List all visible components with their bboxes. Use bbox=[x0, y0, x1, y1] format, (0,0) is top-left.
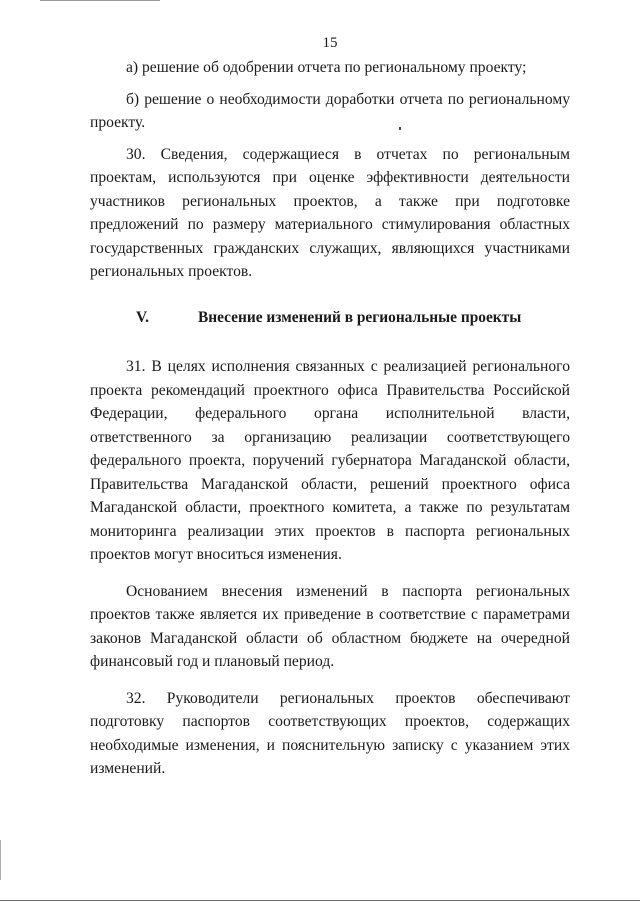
paragraph-32: 32. Руководители региональных проектов обеспечивают подготовку паспортов соответствующих проектов, содержащих необходимые изменения, и пояснительную записку с указанием этих изменений. bbox=[90, 689, 570, 777]
paragraph-item-a: а) решение об одобрении отчета по региональному проекту; bbox=[126, 59, 527, 76]
paragraph-30: 30. Сведения, содержащиеся в отчетах по региональным проектам, используются при оценке эффективности деятельности участников региональных проектов, а также при подготовке предложений по размеру материального стимулирования областных государственных гражданских служащих, являющихся участниками региональных проектов. bbox=[90, 145, 570, 280]
section-heading bbox=[90, 306, 570, 330]
paragraph-basis: Основанием внесения изменений в паспорта региональных проектов также является их приведение в соответствие с параметрами законов Магаданской области об областном бюджете на очередной финансовый год и плановый период. bbox=[90, 582, 570, 670]
scan-edge-left bbox=[0, 840, 1, 880]
paragraph-31: 31. В целях исполнения связанных с реализацией регионального проекта рекомендаций проектного офиса Правительства Российской Федерации, федерального органа исполнительной власти, ответственного за организацию реализации соответствующего федерального проекта, поручений губернатора Магаданской области, Правительства Магаданской области, решений проектного офиса Магаданской области, проектного комитета, а также по результатам мониторинга реализации этих проектов в паспорта региональных проектов могут вноситься изменения. bbox=[90, 358, 570, 563]
scan-edge-bottom bbox=[0, 900, 640, 901]
document-page bbox=[90, 32, 570, 781]
page-number: 15 bbox=[322, 35, 338, 51]
scan-edge-top bbox=[40, 0, 160, 3]
paragraph-item-b: б) решение о необходимости доработки отчета по региональному проекту. bbox=[90, 90, 570, 131]
section-title: Внесение изменений в региональные проекты bbox=[198, 308, 522, 326]
section-number: V. bbox=[136, 308, 149, 326]
